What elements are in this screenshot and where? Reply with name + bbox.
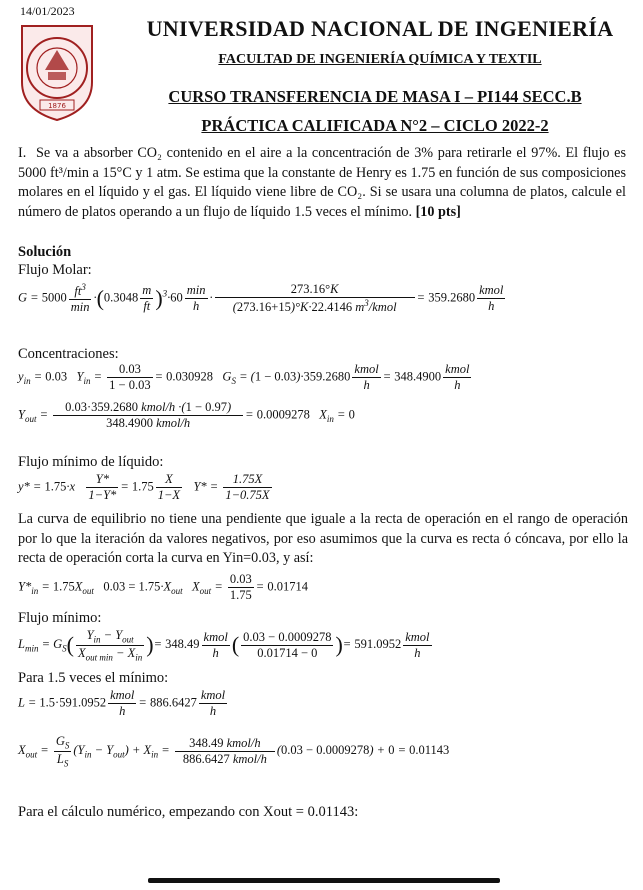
- practice-title: PRÁCTICA CALIFICADA N°2 – CICLO 2022-2: [201, 116, 549, 135]
- min-liquid-label: Flujo mínimo de líquido:: [18, 454, 164, 470]
- faculty-name: FACULTAD DE INGENIERÍA QUÍMICA Y TEXTIL: [218, 52, 542, 67]
- final-line: Para el cálculo numérico, empezando con Xout = 0.01143:: [18, 804, 359, 820]
- molar-flow-equation: G = 5000 $\frac{ft^3}{\min}$ ·(0.3048 $\frac{m}{ft}$ )$^3$·60 $\frac{\min}{h}$ · $\frac{273.16^\circ K}{(273.16+15)^\circ K\cdot 22.4146 m^3/kmol}$ = 359.2680 $\frac{\text{kmol}}{h}$: [18, 282, 504, 315]
- min-flow-equation: $L_{min} = G_S$( $\frac{Y_{in} - Y_{out}}{X_{out min} - X_{in}}$ )= 348.49 $\frac{\text{kmol}}{h}$ ( $\frac{0.03 - 0.0009278}{0.01714 - 0}$ )= 591.0952 $\frac{\text{kmol}}{h}$: [18, 628, 430, 662]
- bottom-divider: [148, 878, 500, 883]
- concentration-equations: $y_{in} = 0.03$ $Y_{in}$ = $\frac{0.03}{1 - 0.03}$ = 0.030928 $G_S = (1 - 0.03)\cdot 359.2680$ $\frac{\text{kmol}}{h}$ = 348.4900 $\frac{\text{kmol}}{h}$: [18, 362, 470, 392]
- problem-number: I.: [18, 145, 27, 161]
- seal-year: 1876: [48, 102, 66, 110]
- equilibrium-equation: y* = 1.75·x $\frac{Y*}{1-Y*}$ = 1.75 $\frac{X}{1-X}$ Y* = $\frac{1.75X}{1-0.75X}$: [18, 472, 270, 502]
- curve-paragraph: La curva de equilibrio no tiene una pendiente que iguale a la recta de operación en el rango de operación por lo que la iteración da valores negativos, por eso asumimos que la curva es recta ó cóncava, por ello la recta de operación corta la curva en Yin=0.03, y así:: [18, 511, 628, 566]
- problem-statement: [18, 144, 626, 222]
- min-flow-label: Flujo mínimo:: [18, 610, 102, 626]
- xout-equation: $X_{out}$ = $\frac{G_S}{L_S}$ $(Y_{in} - Y_{out}) + X_{in}$ = $\frac{\text{348.49 kmol/h}}{\text{886.6427 kmol/h}}$ (0.03 − 0.0009278) + 0 = 0.01143: [18, 734, 450, 768]
- problem-text: Se va a absorber CO₂ contenido en el aire a la concentración de 3% para retirarle el 97%. El flujo es 5000 ft³/min a 15°C y 1 atm. Se estima que la constante de Henry es 1.75 en función de sus composiciones molares en el líquido y el gas. El líquido viene libre de CO₂. Si se usara una columna de platos, calcule el número de platos operando a un flujo de líquido 1.5 veces el mínimo.: [18, 145, 626, 220]
- concentrations-label: Concentraciones:: [18, 346, 119, 362]
- times-label: Para 1.5 veces el mínimo:: [18, 670, 169, 686]
- university-name: UNIVERSIDAD NACIONAL DE INGENIERÍA: [146, 16, 614, 41]
- yout-equation: $Y_{out}$ = $\frac{\text{0.03·359.2680 kmol/h ·(1 − 0.97)}}{\text{348.4900 kmol/h}}$ = 0.0009278 $X_{in} = 0$: [18, 400, 355, 430]
- date: 14/01/2023: [20, 4, 75, 18]
- operating-flow-equation: L = 1.5·591.0952 $\frac{\text{kmol}}{h}$ = 886.6427 $\frac{\text{kmol}}{h}$: [18, 688, 226, 718]
- molar-flow-label: Flujo Molar:: [18, 262, 92, 278]
- problem-points: [10 pts]: [415, 203, 461, 220]
- solution-heading: Solución: [18, 244, 72, 260]
- xout-max-equation: $Y*_{in} = 1.75X_{out}$ $0.03 = 1.75\cdot X_{out}$ $X_{out}$ = $\frac{0.03}{1.75}$ = 0.01714: [18, 572, 308, 602]
- course-title: CURSO TRANSFERENCIA DE MASA I – PI144 SECC.B: [168, 87, 582, 106]
- university-seal-icon: [18, 22, 96, 122]
